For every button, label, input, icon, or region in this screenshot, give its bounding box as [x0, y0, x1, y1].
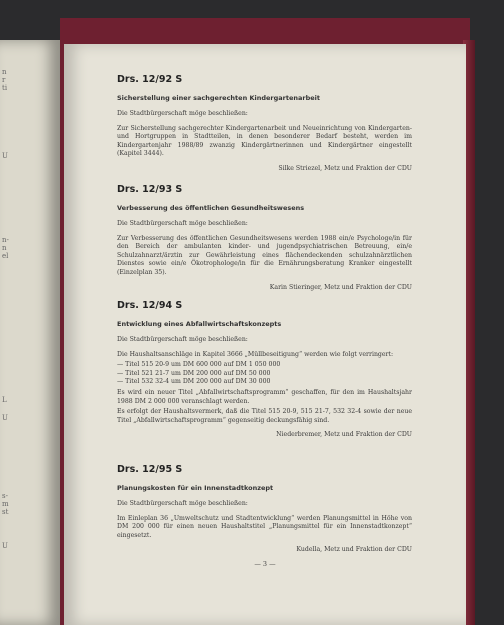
left-page-edge [0, 40, 60, 625]
motion-signature: Kudella, Metz und Fraktion der CDU [296, 546, 412, 554]
document-page [64, 44, 466, 625]
motion-subject: Sicherstellung einer sachgerechten Kindergartenarbeit [117, 94, 320, 102]
motion-body: Zur Sicherstellung sachgerechter Kindergartenarbeit und Neueinrichtung von Kindergarten- und Hortgruppen in Stadtteilen, in denen besonderer Bedarf besteht, werden im Kindergartenjahr 1988/89 zwanzig Kindergärtnerinnen und Kindergärtner eingestellt (Kapitel 3444). [117, 124, 412, 158]
motion-section-12-93 [117, 184, 412, 292]
budget-title-line: — Titel 515 20-9 um DM 600 000 auf DM 1 050 000 [117, 361, 281, 369]
left-page-fragment: U [2, 152, 8, 160]
motion-body: Im Einleplan 36 „Umweltschutz und Stadtentwicklung“ werden Planungsmittel in Höhe von DM 200 000 für einen neuen Haushaltstitel „Planungsmittel für ein Innenstadtkonzept“ eingesetzt. [117, 514, 412, 539]
motion-number: Drs. 12/95 S [117, 464, 183, 475]
motion-body-continued: Es erfolgt der Haushaltsvermerk, daß die Titel 515 20-9, 515 21-7, 532 32-4 sowie der neue Titel „Abfallwirtschaftsprogramm“ gegenseitig deckungsfähig sind. [117, 408, 412, 424]
motion-signature: Niederbremer, Metz und Fraktion der CDU [276, 431, 412, 439]
motion-intro: Die Stadtbürgerschaft möge beschließen: [117, 336, 248, 343]
left-page-fragment: U [2, 542, 8, 550]
budget-title-line: — Titel 521 21-7 um DM 200 000 auf DM 50 000 [117, 369, 271, 377]
left-page-fragment: n- n el [2, 236, 9, 260]
budget-title-line: — Titel 532 32-4 um DM 200 000 auf DM 30 000 [117, 378, 271, 386]
motion-subject: Verbesserung des öffentlichen Gesundheitswesens [117, 204, 305, 212]
motion-body: Die Haushaltsanschläge in Kapitel 3666 „Müllbeseitigung“ werden wie folgt verringert: [117, 350, 394, 358]
left-page-fragment: s- m st [2, 492, 9, 516]
left-page-fragment: n r ti [2, 68, 8, 92]
motion-intro: Die Stadtbürgerschaft möge beschließen: [117, 110, 248, 117]
motion-intro: Die Stadtbürgerschaft möge beschließen: [117, 220, 248, 227]
motion-intro: Die Stadtbürgerschaft möge beschließen: [117, 500, 248, 507]
motion-subject: Planungskosten für ein Innenstadtkonzept [117, 484, 274, 492]
motion-body-continued: Es wird ein neuer Titel „Abfallwirtschaftsprogramm“ geschaffen, für den im Haushaltsjahr 1988 DM 2 000 000 veranschlagt werden. [117, 388, 412, 405]
page-number: — 3 — [254, 560, 276, 568]
left-page-fragment: U [2, 414, 8, 422]
motion-number: Drs. 12/93 S [117, 184, 183, 195]
motion-signature: Karin Stieringer, Metz und Fraktion der CDU [269, 283, 412, 291]
motion-body: Zur Verbesserung des öffentlichen Gesundheitswesens werden 1988 ein/e Psychologe/in für den Bereich der ambulanten kinder- und jugendpsychiatrischen Betreuung, ein/e Schulzahnarzt/ärztin zur Gewährleistung eines flächendeckenden schulzahnärztlichen Dienstes sowie ein/e Ökotrophologe/in für die Ernährungsberatung Kranker eingestellt (Einzelplan 35). [117, 234, 412, 276]
motion-number: Drs. 12/92 S [117, 74, 183, 85]
motion-section-12-92 [117, 74, 412, 174]
motion-number: Drs. 12/94 S [117, 300, 183, 311]
motion-section-12-95 [117, 464, 412, 555]
motion-subject: Entwicklung eines Abfallwirtschaftskonzepts [117, 320, 282, 328]
left-page-fragment: L [2, 396, 7, 404]
motion-signature: Silke Striezel, Metz und Fraktion der CDU [278, 164, 412, 172]
motion-section-12-94 [117, 300, 412, 440]
